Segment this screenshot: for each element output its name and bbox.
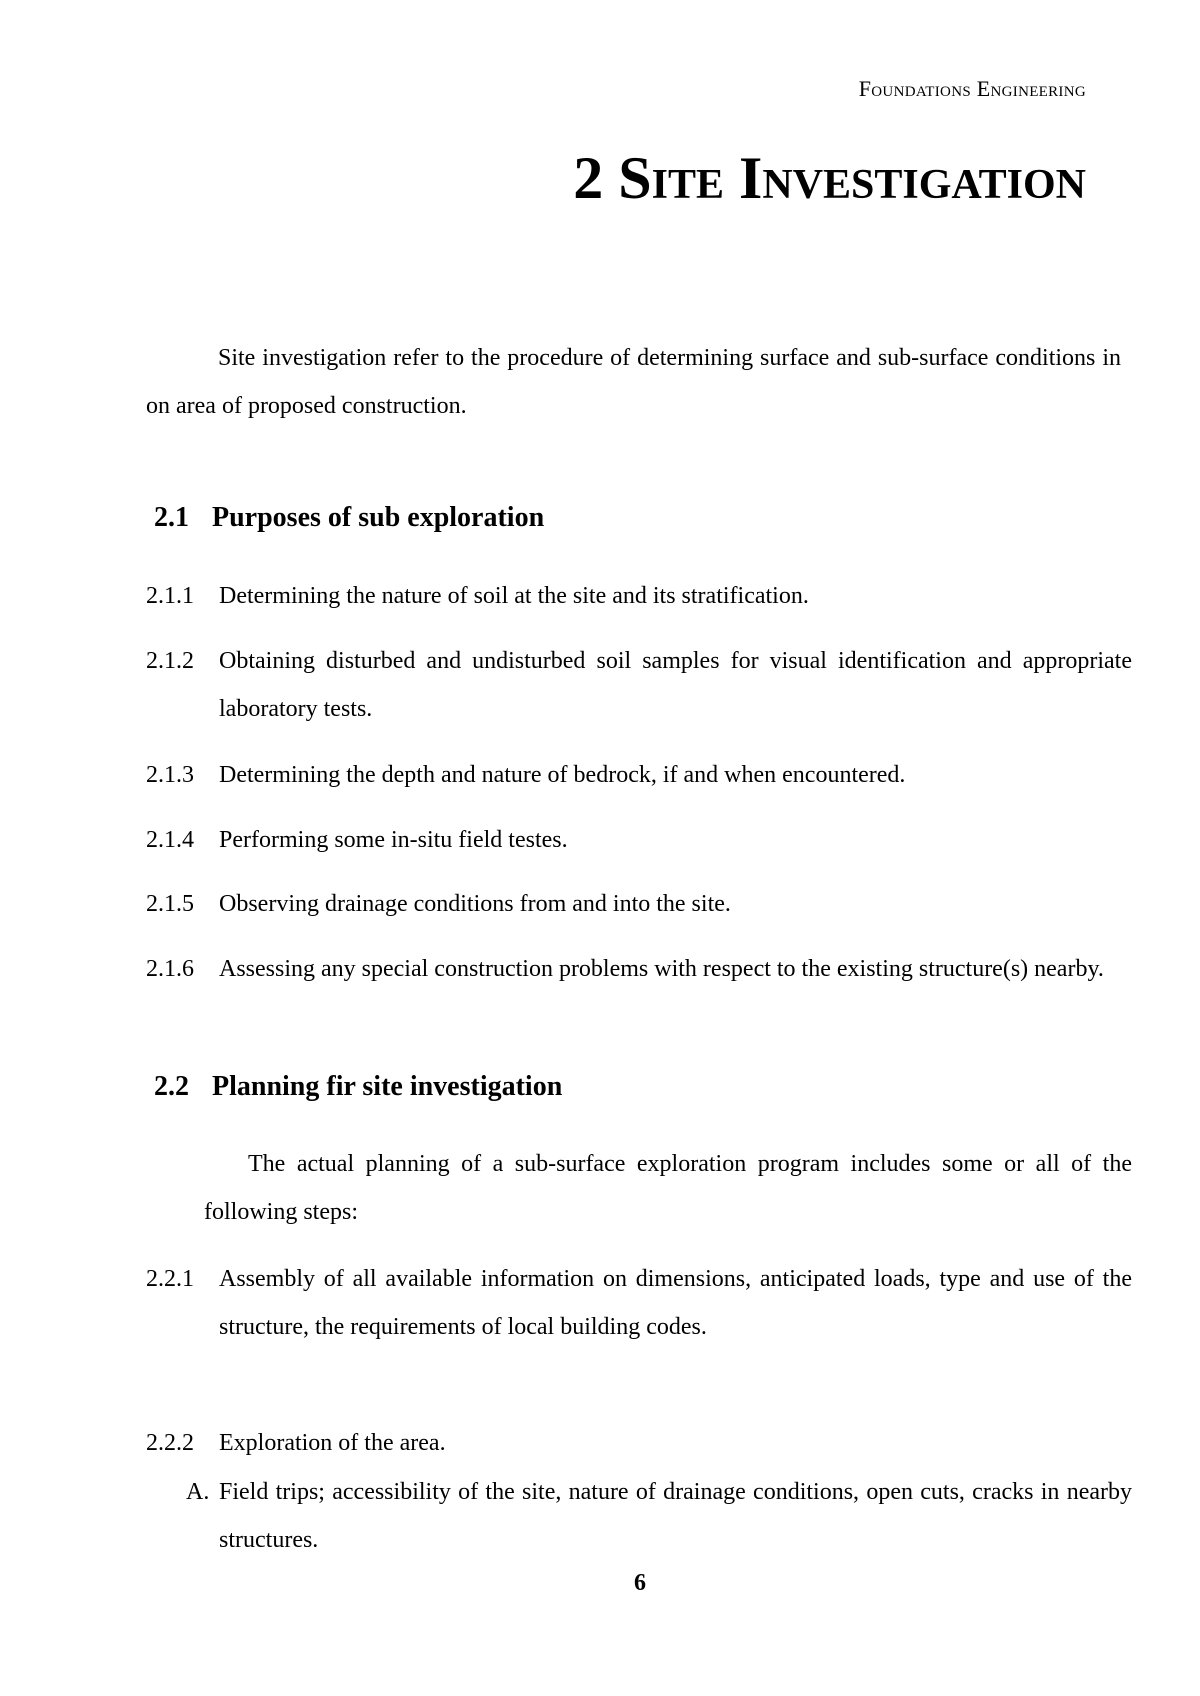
list-item-2-1-5 bbox=[146, 880, 1132, 928]
list-item-2-1-2 bbox=[146, 637, 1132, 733]
item-text: Observing drainage conditions from and into the site. bbox=[219, 891, 731, 917]
section-title: Planning fir site investigation bbox=[212, 1071, 563, 1102]
list-item-2-1-1 bbox=[146, 572, 1132, 620]
item-text: Assembly of all available information on dimensions, anticipated loads, type and use of the structure, the requirements of local building codes. bbox=[219, 1266, 1132, 1340]
page-number: 6 bbox=[634, 1570, 646, 1596]
list-item-2-1-4 bbox=[146, 816, 1132, 864]
intro-paragraph: Site investigation refer to the procedure of determining surface and sub-surface conditions in on area of proposed construction. bbox=[146, 345, 1121, 419]
chapter-title: 2 Site Investigation bbox=[573, 145, 1086, 211]
section-title: Purposes of sub exploration bbox=[212, 502, 545, 533]
item-number: 2.1.2 bbox=[146, 648, 194, 674]
item-text: Assessing any special construction problems with respect to the existing structure(s) nearby. bbox=[219, 956, 1104, 982]
list-item-2-1-6 bbox=[146, 945, 1132, 993]
item-text: Exploration of the area. bbox=[219, 1430, 446, 1456]
item-number: 2.2.2 bbox=[146, 1430, 194, 1456]
section-number: 2.2 bbox=[154, 1071, 189, 1102]
item-text: Determining the nature of soil at the site and its stratification. bbox=[219, 583, 809, 609]
item-text: Performing some in-situ field testes. bbox=[219, 827, 568, 853]
item-text: Obtaining disturbed and undisturbed soil samples for visual identification and appropriate laboratory tests. bbox=[219, 648, 1132, 722]
section-number: 2.1 bbox=[154, 502, 189, 533]
section-paragraph: The actual planning of a sub-surface exploration program includes some or all of the following steps: bbox=[204, 1151, 1132, 1225]
list-item-2-2-1 bbox=[146, 1255, 1132, 1351]
list-item-2-2-2 bbox=[146, 1419, 1132, 1467]
running-header: Foundations Engineering bbox=[858, 76, 1086, 101]
item-number: 2.1.4 bbox=[146, 827, 194, 853]
list-item-2-1-3 bbox=[146, 751, 1132, 799]
section-heading-2-1 bbox=[154, 502, 544, 534]
sub-list-item-a bbox=[186, 1468, 1132, 1564]
item-number: 2.1.5 bbox=[146, 891, 194, 917]
item-number: 2.1.1 bbox=[146, 583, 194, 609]
item-text: Determining the depth and nature of bedrock, if and when encountered. bbox=[219, 762, 906, 788]
section-heading-2-2 bbox=[154, 1071, 562, 1103]
item-letter: A. bbox=[186, 1479, 210, 1505]
item-number: 2.1.6 bbox=[146, 956, 194, 982]
item-text: Field trips; accessibility of the site, nature of drainage conditions, open cuts, cracks in nearby structures. bbox=[219, 1479, 1132, 1553]
item-number: 2.2.1 bbox=[146, 1266, 194, 1292]
item-number: 2.1.3 bbox=[146, 762, 194, 788]
